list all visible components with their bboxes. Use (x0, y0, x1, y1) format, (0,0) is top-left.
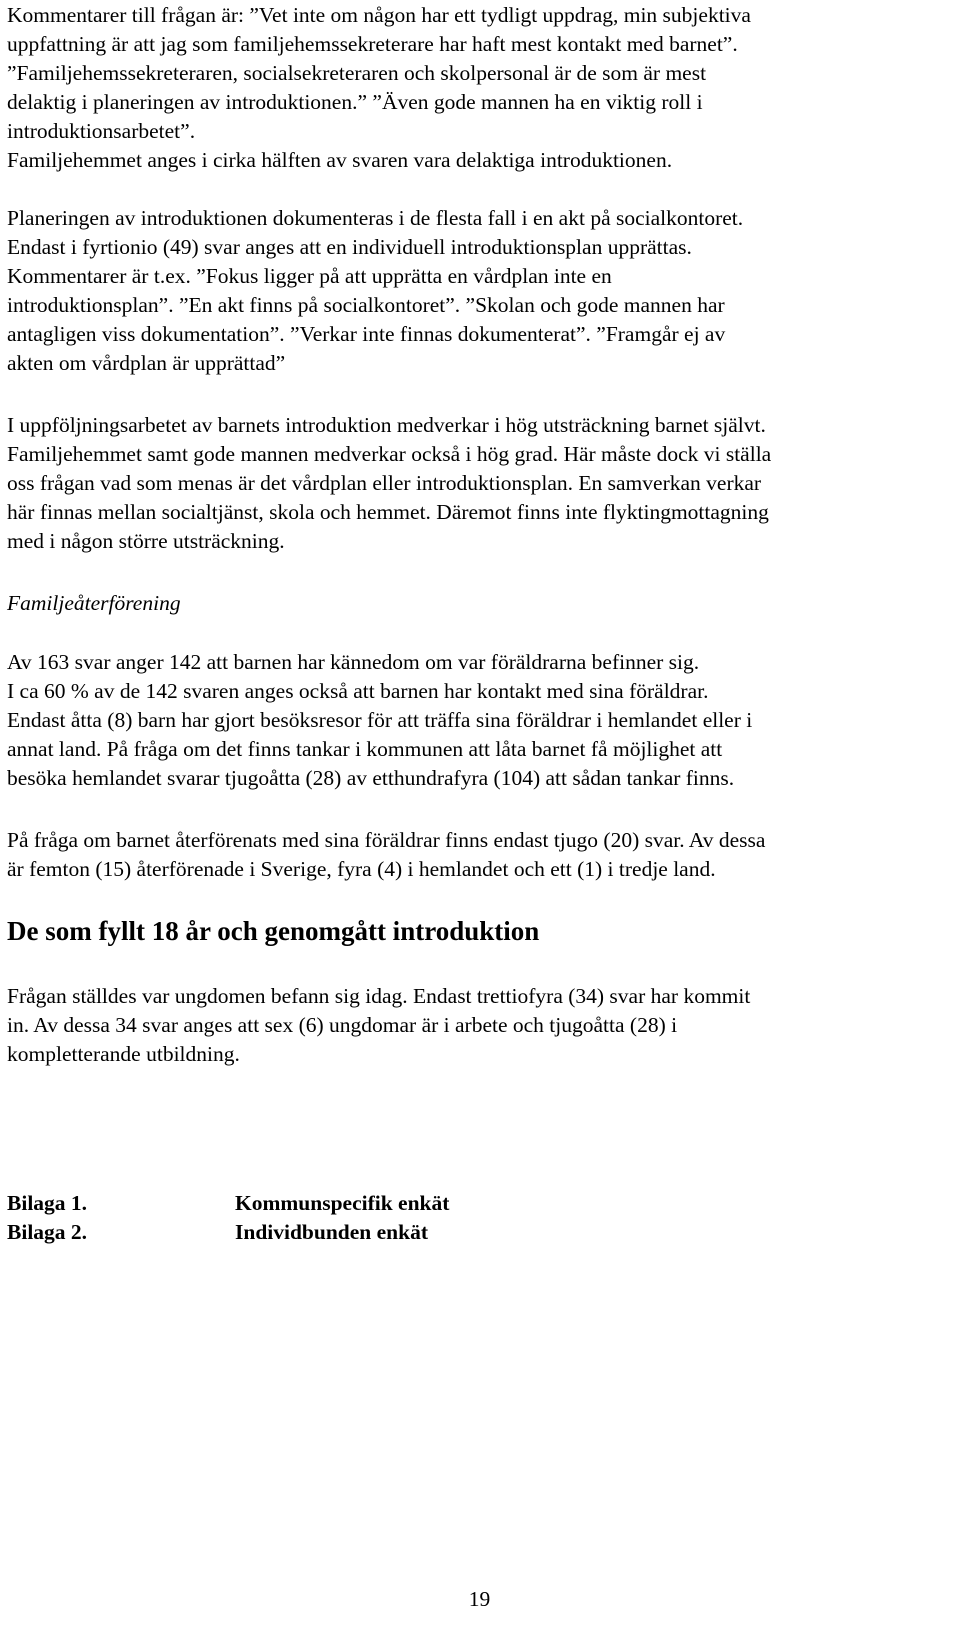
text-line: med i någon större utsträckning. (7, 529, 285, 553)
text-line: Frågan ställdes var ungdomen befann sig idag. Endast trettiofyra (34) svar har kommit (7, 984, 751, 1008)
text-line: oss frågan vad som menas är det vårdplan eller introduktionsplan. En samverkan verkar (7, 471, 762, 495)
text-line: I uppföljningsarbetet av barnets introduktion medverkar i hög utsträckning barnet självt. (7, 413, 766, 437)
text-line: ”Familjehemssekreteraren, socialsekreteraren och skolpersonal är de som är mest (7, 61, 707, 85)
page-number: 19 (468, 1587, 491, 1611)
attachment-label: Bilaga 1. (7, 1191, 88, 1215)
text-line: är femton (15) återförenade i Sverige, fyra (4) i hemlandet och ett (1) i tredje land. (7, 857, 716, 881)
text-line: introduktionsarbetet”. (7, 119, 196, 143)
text-line: uppfattning är att jag som familjehemssekreterare har haft mest kontakt med barnet”. (7, 32, 738, 56)
section-subheading: Familjeåterförening (7, 591, 181, 615)
text-line: delaktig i planeringen av introduktionen.” ”Även gode mannen ha en viktig roll i (7, 90, 703, 114)
text-line: Familjehemmet anges i cirka hälften av svaren vara delaktiga introduktionen. (7, 148, 673, 172)
text-line: Endast i fyrtionio (49) svar anges att en individuell introduktionsplan upprättas. (7, 235, 692, 259)
text-line: akten om vårdplan är upprättad” (7, 351, 286, 375)
text-line: in. Av dessa 34 svar anges att sex (6) ungdomar är i arbete och tjugoåtta (28) i (7, 1013, 678, 1037)
section-heading: De som fyllt 18 år och genomgått introduktion (7, 916, 540, 946)
text-line: annat land. På fråga om det finns tankar i kommunen att låta barnet få möjlighet att (7, 737, 723, 761)
attachment-title: Individbunden enkät (235, 1220, 429, 1244)
text-line: antagligen viss dokumentation”. ”Verkar inte finnas dokumenterat”. ”Framgår ej av (7, 322, 726, 346)
attachment-label: Bilaga 2. (7, 1220, 88, 1244)
text-line: Kommentarer är t.ex. ”Fokus ligger på att upprätta en vårdplan inte en (7, 264, 612, 288)
text-line: Endast åtta (8) barn har gjort besöksresor för att träffa sina föräldrar i hemlandet eller i (7, 708, 753, 732)
text-line: Av 163 svar anger 142 att barnen har kännedom om var föräldrarna befinner sig. (7, 650, 700, 674)
text-line: Planeringen av introduktionen dokumenteras i de flesta fall i en akt på socialkontoret. (7, 206, 744, 230)
text-line: Familjehemmet samt gode mannen medverkar också i hög grad. Här måste dock vi ställa (7, 442, 772, 466)
text-line: här finnas mellan socialtjänst, skola och hemmet. Däremot finns inte flyktingmottagning (7, 500, 769, 524)
text-line: besöka hemlandet svarar tjugoåtta (28) av etthundrafyra (104) att sådan tankar finns. (7, 766, 735, 790)
attachment-title: Kommunspecifik enkät (235, 1191, 450, 1215)
text-line: kompletterande utbildning. (7, 1042, 240, 1066)
text-line: Kommentarer till frågan är: ”Vet inte om någon har ett tydligt uppdrag, min subjektiva (7, 3, 751, 27)
text-line: I ca 60 % av de 142 svaren anges också att barnen har kontakt med sina föräldrar. (7, 679, 709, 703)
text-line: På fråga om barnet återförenats med sina föräldrar finns endast tjugo (20) svar. Av dessa (7, 828, 766, 852)
text-line: introduktionsplan”. ”En akt finns på socialkontoret”. ”Skolan och gode mannen har (7, 293, 725, 317)
